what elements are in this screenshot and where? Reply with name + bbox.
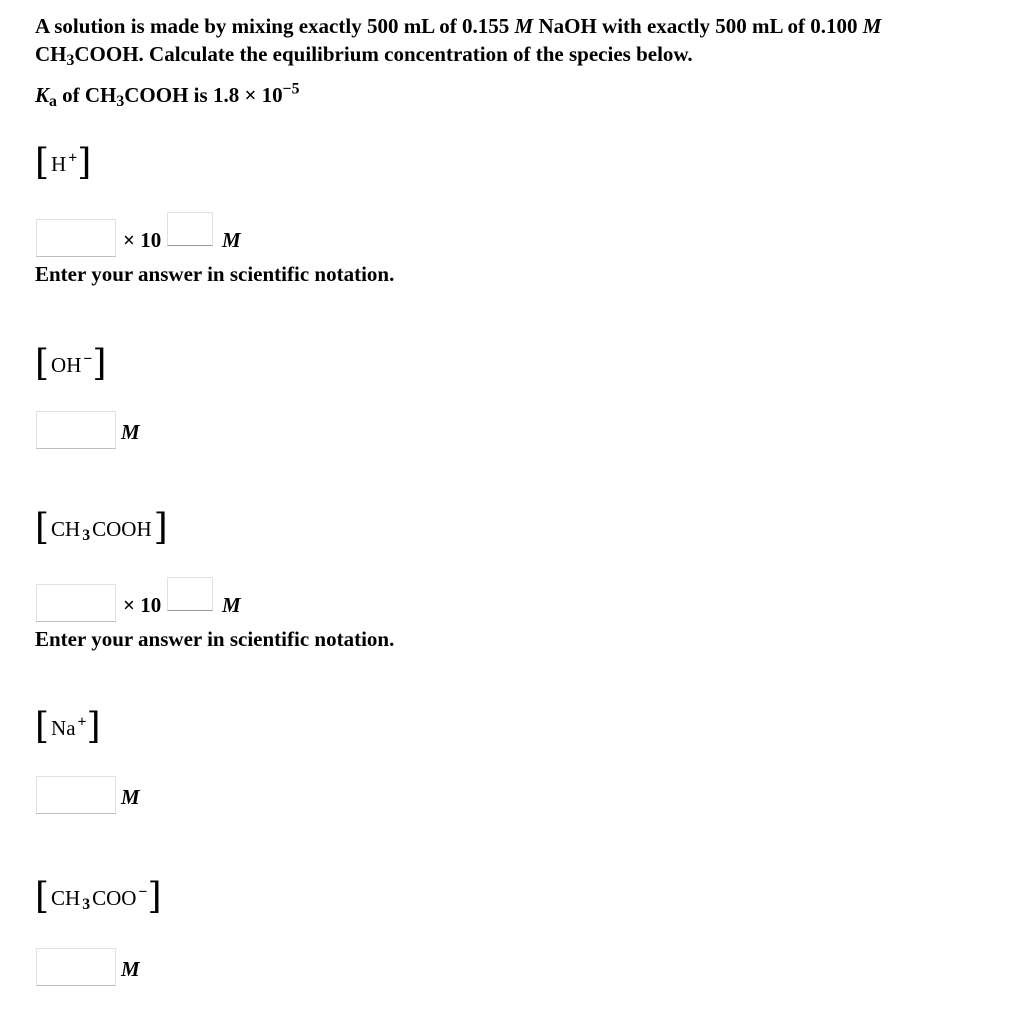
unit-m: M [121, 785, 140, 809]
bracket-close: ] [147, 876, 162, 917]
species-formula: Na [51, 716, 76, 740]
species-label-ch3coo [35, 877, 161, 918]
unit-m: M [222, 593, 241, 617]
unit-m: M [222, 228, 241, 252]
species-label-ch3cooh [35, 508, 168, 549]
ka-exponent: −5 [282, 80, 300, 98]
ka-statement [35, 78, 300, 112]
problem-text: A solution is made by mixing exactly 500 mL of 0.155 [35, 14, 515, 38]
species-formula: OH [51, 353, 82, 377]
bracket-close: ] [153, 507, 168, 548]
oh-value-input[interactable] [36, 411, 116, 449]
charge: − [83, 350, 93, 368]
subscript: 3 [82, 895, 91, 913]
subscript: 3 [66, 51, 75, 69]
ch3cooh-exponent-input[interactable] [167, 577, 213, 611]
bracket-open: [ [35, 876, 50, 917]
ka-text: of CH [56, 83, 117, 107]
species-label-oh [35, 344, 106, 385]
molar-symbol: M [862, 14, 882, 38]
hint-text: Enter your answer in scientific notation. [35, 627, 395, 651]
ch3cooh-mantissa-input[interactable] [36, 584, 116, 622]
unit-m: M [121, 420, 140, 444]
ch3coo-value-input[interactable] [36, 948, 116, 986]
molar-symbol: M [514, 14, 534, 38]
subscript: 3 [116, 92, 125, 110]
ka-symbol: K [35, 83, 50, 107]
bracket-open: [ [35, 142, 50, 183]
species-formula: COOH [92, 517, 152, 541]
problem-text: COOH. Calculate the equilibrium concentration of the species below. [74, 42, 693, 66]
charge: − [138, 883, 148, 901]
bracket-close: ] [86, 706, 101, 747]
species-formula: H [51, 152, 67, 176]
charge: + [68, 149, 78, 167]
times-ten: × 10 [123, 593, 162, 617]
species-label-na [35, 707, 101, 748]
unit-m: M [121, 957, 140, 981]
problem-text: CH [35, 42, 67, 66]
ka-text: COOH is 1.8 × 10 [124, 83, 283, 107]
problem-text: NaOH with exactly 500 mL of 0.100 [533, 14, 863, 38]
subscript: a [49, 92, 57, 110]
charge: + [77, 713, 87, 731]
species-formula: CH [51, 886, 81, 910]
species-formula: CH [51, 517, 81, 541]
species-label-h [35, 143, 91, 184]
bracket-open: [ [35, 507, 50, 548]
bracket-close: ] [92, 343, 107, 384]
h-exponent-input[interactable] [167, 212, 213, 246]
h-mantissa-input[interactable] [36, 219, 116, 257]
species-formula: COO [92, 886, 137, 910]
na-value-input[interactable] [36, 776, 116, 814]
hint-text: Enter your answer in scientific notation. [35, 262, 395, 286]
bracket-close: ] [77, 142, 92, 183]
bracket-open: [ [35, 706, 50, 747]
times-ten: × 10 [123, 228, 162, 252]
problem-statement [35, 12, 1015, 68]
subscript: 3 [82, 526, 91, 544]
bracket-open: [ [35, 343, 50, 384]
